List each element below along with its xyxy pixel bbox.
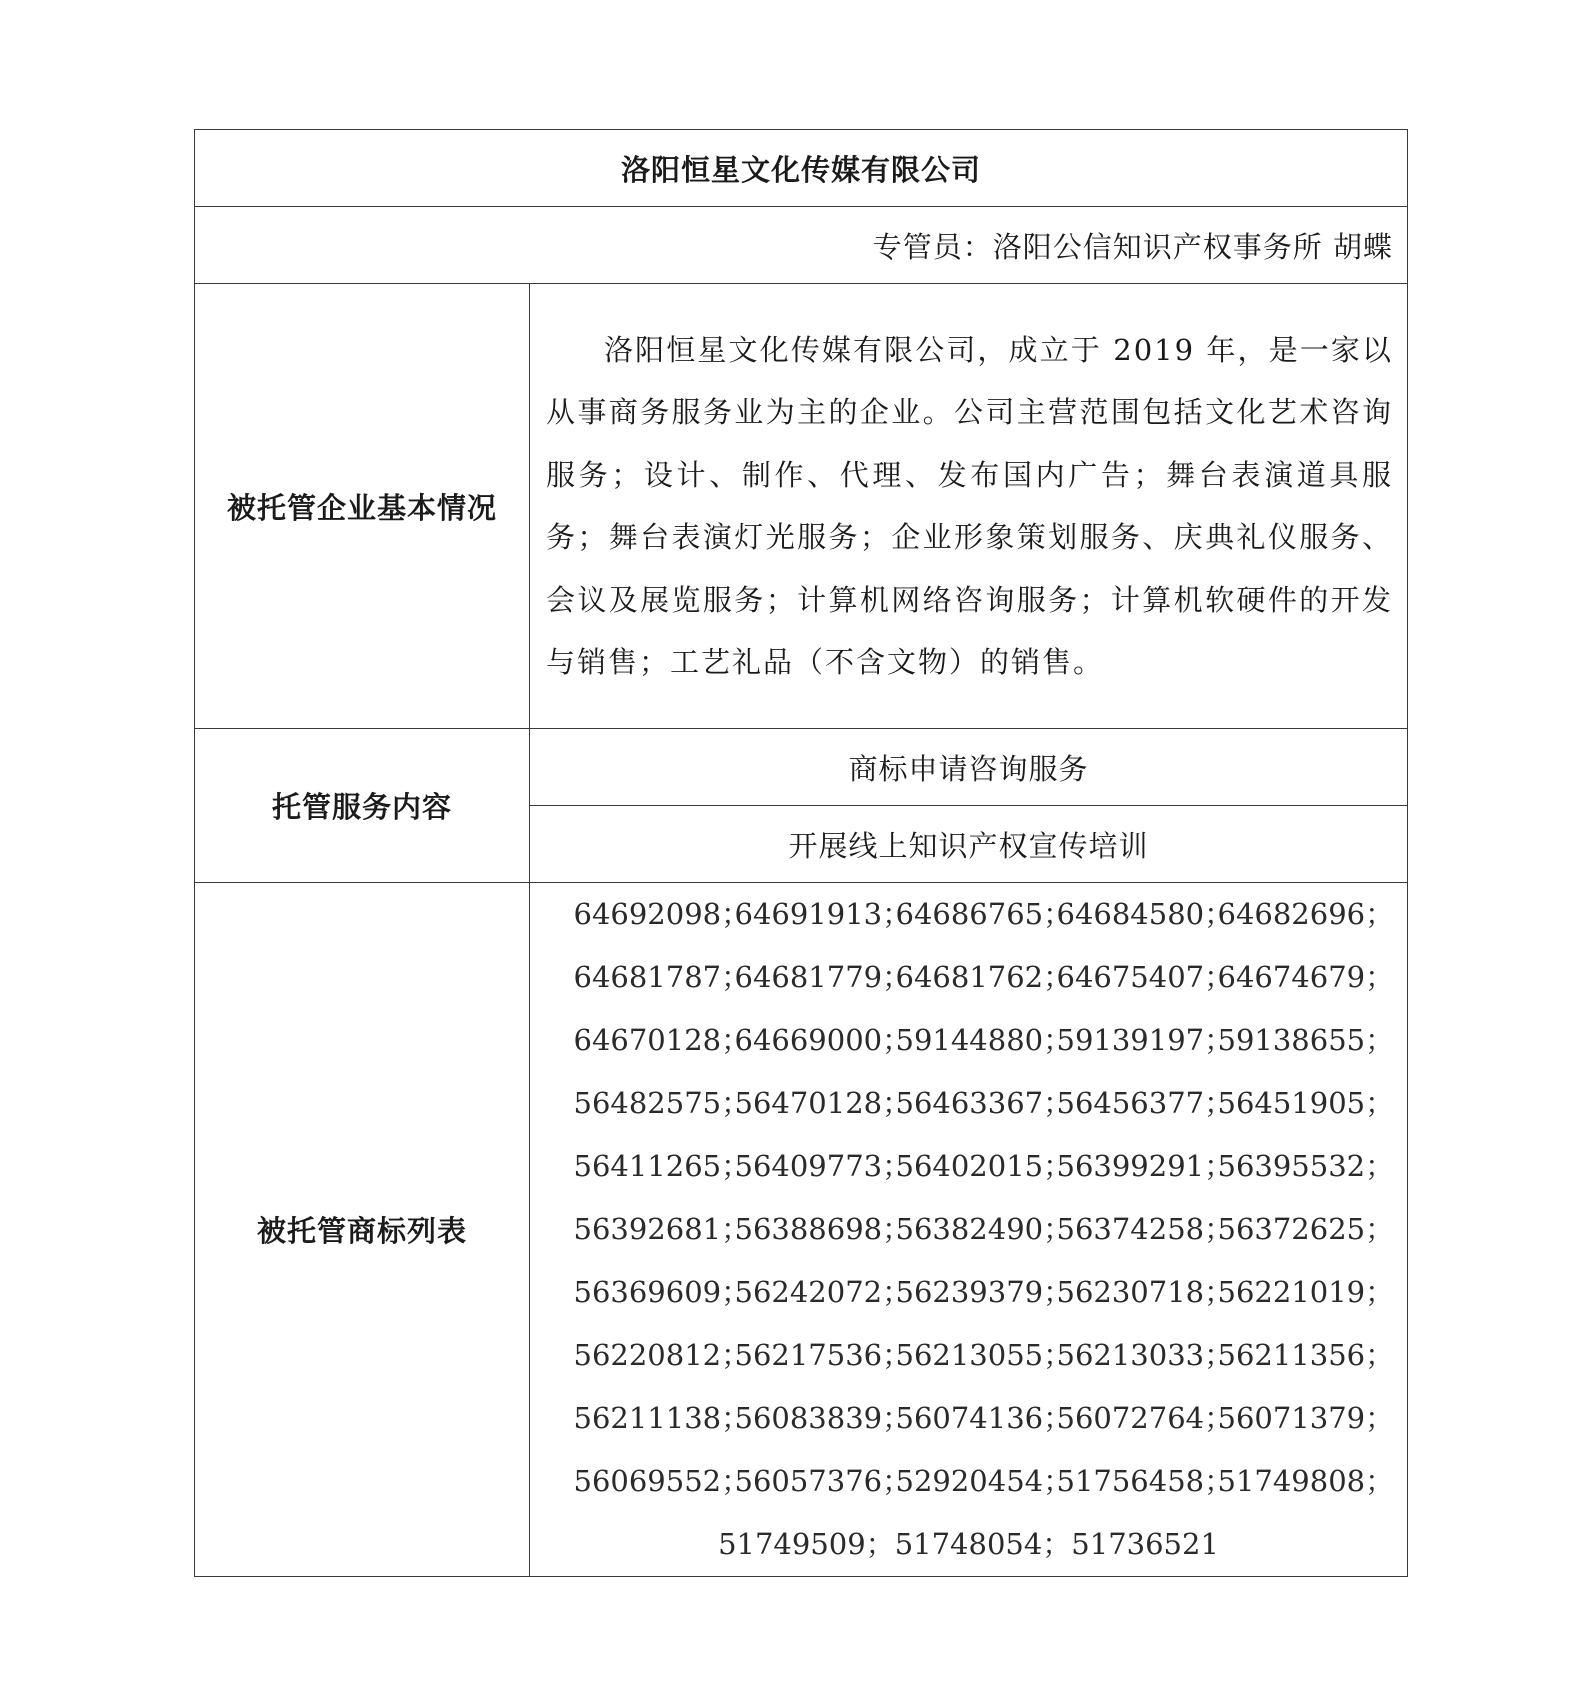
trademark-number: 64681762；	[895, 960, 1073, 994]
trademark-number: 56083839；	[734, 1401, 912, 1435]
trademark-row	[573, 1135, 1395, 1198]
trademark-number: 59138655；	[1217, 1023, 1395, 1057]
trademark-number: 56213055；	[895, 1338, 1073, 1372]
info-table	[194, 129, 1408, 1577]
company-title: 洛阳恒星文化传媒有限公司	[195, 130, 1408, 207]
trademark-number: 64684580；	[1056, 897, 1234, 931]
trademark-number: 56074136；	[895, 1401, 1073, 1435]
service-item-1: 商标申请咨询服务	[530, 729, 1408, 806]
trademark-number: 56470128；	[734, 1086, 912, 1120]
trademark-number: 56069552；	[573, 1464, 751, 1498]
trademark-row	[573, 1009, 1395, 1072]
trademark-number: 59144880；	[895, 1023, 1073, 1057]
trademark-number: 56399291；	[1056, 1149, 1234, 1183]
trademark-number: 56239379；	[895, 1275, 1073, 1309]
trademark-number: 64670128；	[573, 1023, 751, 1057]
trademark-row	[573, 1261, 1395, 1324]
trademark-number: 64682696；	[1217, 897, 1395, 931]
trademark-list	[573, 883, 1395, 1576]
trademark-number: 56369609；	[573, 1275, 751, 1309]
trademark-number: 56057376；	[734, 1464, 912, 1498]
trademark-row-last	[574, 1513, 1364, 1576]
trademark-number: 64675407；	[1056, 960, 1234, 994]
services-label: 托管服务内容	[195, 729, 530, 883]
trademark-number: 51748054；	[894, 1527, 1072, 1561]
basic-info-label: 被托管企业基本情况	[195, 284, 530, 729]
manager-line: 专管员：洛阳公信知识产权事务所 胡蝶	[195, 207, 1408, 284]
trademark-number: 56411265；	[573, 1149, 751, 1183]
trademark-number: 51749808；	[1217, 1464, 1395, 1498]
trademark-number: 64691913；	[734, 897, 912, 931]
trademark-number: 56072764；	[1056, 1401, 1234, 1435]
trademark-number: 56482575；	[573, 1086, 751, 1120]
trademark-number: 64674679；	[1217, 960, 1395, 994]
trademark-number: 51756458；	[1056, 1464, 1234, 1498]
trademark-number: 56071379；	[1217, 1401, 1395, 1435]
trademark-row	[573, 1387, 1395, 1450]
trademark-row	[573, 1324, 1395, 1387]
trademark-number: 64681779；	[734, 960, 912, 994]
trademark-number: 56456377；	[1056, 1086, 1234, 1120]
trademark-number: 56211356；	[1217, 1338, 1395, 1372]
trademark-number: 56217536；	[734, 1338, 912, 1372]
trademark-number: 56230718；	[1056, 1275, 1234, 1309]
service-item-2: 开展线上知识产权宣传培训	[530, 806, 1408, 883]
trademark-number: 51749509；	[718, 1527, 895, 1561]
trademark-number: 56463367；	[895, 1086, 1073, 1120]
trademark-number: 56374258；	[1056, 1212, 1234, 1246]
trademarks-label: 被托管商标列表	[195, 883, 530, 1577]
trademark-number: 64681787；	[573, 960, 751, 994]
basic-info-cell	[530, 284, 1408, 729]
trademark-row	[573, 883, 1395, 946]
trademark-row	[573, 1072, 1395, 1135]
trademark-row	[573, 1450, 1395, 1513]
trademark-number: 64669000；	[734, 1023, 912, 1057]
trademark-number: 56392681；	[573, 1212, 751, 1246]
trademark-number: 56409773；	[734, 1149, 912, 1183]
basic-info-text: 洛阳恒星文化传媒有限公司，成立于 2019 年，是一家以从事商务服务业为主的企业。公司主营范围包括文化艺术咨询服务；设计、制作、代理、发布国内广告；舞台表演道具服务；舞台表演灯光服务；企业形象策划服务、庆典礼仪服务、会议及展览服务；计算机网络咨询服务；计算机软硬件的开发与销售；工艺礼品（不含文物）的销售。	[546, 332, 1393, 679]
trademark-row	[573, 946, 1395, 1009]
trademark-number: 64686765；	[895, 897, 1073, 931]
trademark-number: 56382490；	[895, 1212, 1073, 1246]
trademark-number: 56213033；	[1056, 1338, 1234, 1372]
trademark-number: 56211138；	[573, 1401, 751, 1435]
trademark-number: 59139197；	[1056, 1023, 1234, 1057]
trademark-number: 56388698；	[734, 1212, 912, 1246]
trademark-number: 56395532；	[1217, 1149, 1395, 1183]
trademark-row	[573, 1198, 1395, 1261]
trademark-number: 56242072；	[734, 1275, 912, 1309]
trademark-number: 56451905；	[1217, 1086, 1395, 1120]
trademark-number: 64692098；	[573, 897, 751, 931]
trademark-number: 56221019；	[1217, 1275, 1395, 1309]
trademark-number: 51736521	[1071, 1527, 1219, 1561]
trademark-list-cell	[530, 883, 1408, 1577]
trademark-number: 56372625；	[1217, 1212, 1395, 1246]
trademark-number: 52920454；	[895, 1464, 1073, 1498]
trademark-number: 56402015；	[895, 1149, 1073, 1183]
trademark-number: 56220812；	[573, 1338, 751, 1372]
